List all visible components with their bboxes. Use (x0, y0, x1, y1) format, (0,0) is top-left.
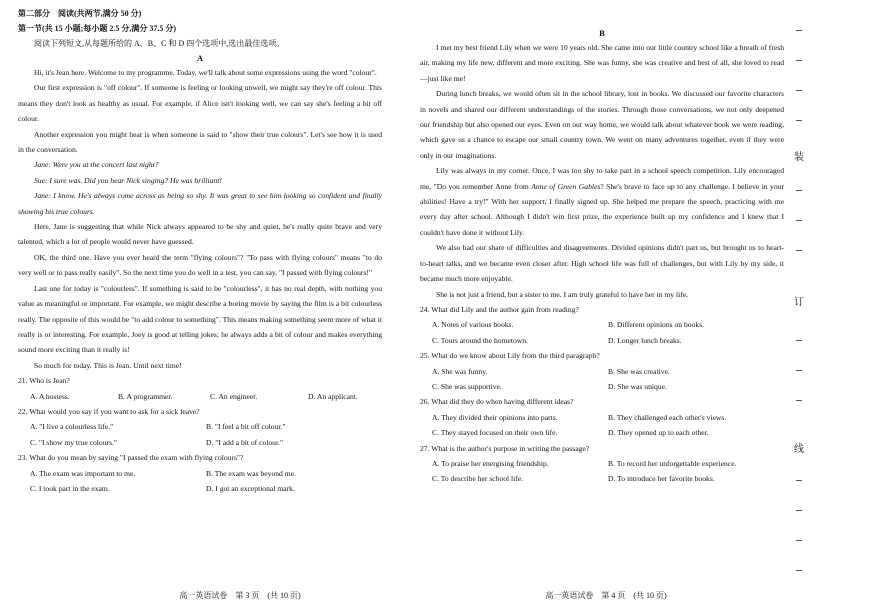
passage-a-title: A (196, 53, 204, 63)
passage-b-paragraph: I met my best friend Lily when we were 10 years old. She came into our little country school like a breath of fresh air, making my life new, different and more exciting. She was funny, she was creative and best of all, she loved to read—just like me! (420, 43, 784, 83)
option-a: A. Notes of various books. (432, 320, 514, 330)
option-d: D. I got an exceptional mark. (206, 483, 295, 493)
option-a: A. To praise her energising friendship. (432, 458, 549, 468)
binding-tick (796, 370, 802, 371)
passage-b-paragraph: She is not just a friend, but a sister to me. I am truly grateful to have her in my life. (436, 289, 689, 299)
question-26: 26. What did they do when having different ideas? (420, 397, 574, 407)
binding-margin (782, 0, 812, 603)
page-footer: 高一英语试卷 第 3 页 (共 10 页) (179, 591, 301, 600)
question-24: 24. What did Lily and the author gain from reading? (420, 304, 579, 314)
option-b: B. She was creative. (608, 366, 670, 376)
passage-a-paragraph: Our first expression is "off colour". If someone is feeling or looking unwell, we might say they're off colour. This means they don't look as healthy as usual. For example, if Alice isn't looking well, we can say she's feeling a bit off colour. (18, 83, 382, 124)
passage-a-paragraph: Another expression you might hear is when someone is said to "show their true colours". Let's see how it is used in the conversation. (18, 129, 382, 155)
question-25-options (420, 364, 784, 395)
binding-tick (796, 90, 802, 91)
question-22: 22. What would you say if you want to ask for a sick leave? (18, 406, 200, 416)
page-footer: 高一英语试卷 第 4 页 (共 10 页) (545, 591, 667, 600)
question-23: 23. What do you mean by saying "I passed the exam with flying colours"? (18, 453, 244, 463)
passage-b-paragraph: We also had our share of difficulties and disagreements. Divided opinions didn't part us, but brought us to heart-to-heart talks, and we became even closer after. High school life was full of challenges, but with Lily by my side, it became much more enjoyable. (420, 243, 784, 284)
dialogue-line: Jane: Were you at the concert last night? (34, 160, 159, 170)
option-c: C. To describe her school life. (432, 474, 524, 484)
right-column (420, 26, 784, 487)
question-27-options (420, 456, 784, 487)
binding-tick (796, 250, 802, 251)
option-a: A. They divided their opinions into parts. (432, 412, 558, 422)
dialogue-line: Jane: I know. He's always come across as being so shy. It was great to see him looking so confident and finally showing his true colours. (18, 191, 382, 216)
option-b: B. A programmer. (118, 391, 173, 401)
option-a: A. She was funny. (432, 366, 488, 376)
question-23-options (18, 466, 382, 497)
binding-tick (796, 400, 802, 401)
binding-tick (796, 340, 802, 341)
question-21-options (18, 389, 382, 404)
binding-label-zhuang: 装 (794, 152, 804, 163)
passage-b-paragraph (420, 163, 784, 240)
binding-tick (796, 510, 802, 511)
book-title: Anne of Green Gables (531, 181, 601, 191)
paragraph-text: Lily was always in my corner. Once, I was too shy to take part in a school speech competition. Lily encouraged me, "Do you remember Anne from (420, 166, 784, 191)
question-21: 21. Who is Jean? (18, 376, 70, 386)
passage-a-paragraph: OK, the third one. Have you ever heard the term "flying colours"? "To pass with flying colours" means "to do very well or to pass really easily". So the next time you do well in a test, you can say, "I passed with flying colours!" (18, 252, 382, 278)
option-d: D. To introduce her favorite books. (608, 474, 715, 484)
option-b: B. They challenged each other's views. (608, 412, 727, 422)
passage-b-title: B (599, 28, 605, 38)
question-26-options (420, 410, 784, 441)
option-c: C. Tours around the hometown. (432, 335, 528, 345)
instruction: 阅读下列短文,从每题所给的 A、B、C 和 D 四个选项中,选出最佳选项。 (34, 39, 285, 48)
binding-label-ding: 订 (794, 297, 804, 308)
binding-tick (796, 220, 802, 221)
binding-tick (796, 570, 802, 571)
option-c: C. "I show my true colours." (30, 437, 117, 447)
binding-tick (796, 120, 802, 121)
option-a: A. A hostess. (30, 391, 70, 401)
question-27: 27. What is the author's purpose in writing the passage? (420, 443, 590, 453)
question-24-options (420, 317, 784, 348)
paragraph-text: ? She's brave to face up to any challenge. I believe in your abilities! Have a try!" With her support, I finally signed up. She helped me prepare the speech, practicing with me every day after school. Although I didn't win first prize, the experience built up my confidence and I knew that I couldn't have done it without Lily. (420, 181, 784, 237)
option-d: D. An applicant. (308, 391, 358, 401)
passage-a-paragraph: So much for today. This is Jean. Until next time! (34, 360, 182, 370)
binding-tick (796, 60, 802, 61)
option-b: B. Different opinions on books. (608, 320, 705, 330)
option-d: D. She was unique. (608, 381, 667, 391)
left-column (18, 6, 382, 496)
option-a: A. The exam was important to me. (30, 468, 136, 478)
option-a: A. "I live a colourless life." (30, 422, 114, 432)
subsection-header: 第一节(共 15 小题;每小题 2.5 分,满分 37.5 分) (18, 24, 176, 33)
binding-tick (796, 540, 802, 541)
option-b: B. "I feel a bit off colour." (206, 422, 286, 432)
question-22-options (18, 419, 382, 450)
binding-tick (796, 190, 802, 191)
option-c: C. I took part in the exam. (30, 483, 110, 493)
section-header: 第二部分 阅读(共两节,满分 50 分) (18, 9, 142, 18)
passage-a-paragraph: Here, Jane is suggesting that while Nick always appeared to be shy and quiet, he's really quite brave and very talented, which a lot of people would never have guessed. (18, 222, 382, 247)
option-d: D. They opened up to each other. (608, 428, 709, 438)
passage-a-paragraph: Last one for today is "colourless". If something is said to be "colourless", it has no real depth, with nothing you value as meaningful or important. For example, we might describe a boring movie by saying the film is a bit colourless really. The opposite of this would be "to add colour to something". This means making something seem more of what it really is or interesting. For example, Joey is good at telling jokes; he always adds a bit of colour and makes everything sound more exciting than it really is! (18, 283, 382, 355)
option-d: D. "I add a bit of colour." (206, 437, 284, 447)
binding-label-xian: 线 (794, 444, 804, 455)
option-c: C. An engineer. (210, 391, 258, 401)
option-b: B. The exam was beyond me. (206, 468, 296, 478)
left-page (0, 0, 410, 603)
binding-tick (796, 30, 802, 31)
question-25: 25. What do we know about Lily from the third paragraph? (420, 351, 600, 361)
option-b: B. To record her unforgettable experience. (608, 458, 737, 468)
binding-tick (796, 480, 802, 481)
option-d: D. Longer lunch breaks. (608, 335, 682, 345)
passage-b-paragraph: During lunch breaks, we would often sit in the school library, lost in books. We discussed our favorite characters in novels and shared our different understandings of the stories. Through those conversations, we not only deepened our friendship but also opened our eyes. Even on our way home, we would talk about whatever book we were reading, which gave us a chance to escape our small country town. We went on many adventures together, even if they were only in our imaginations. (420, 89, 784, 160)
option-c: C. They stayed focused on their own life. (432, 428, 558, 438)
passage-a-paragraph: Hi, it's Jean here. Welcome to my programme. Today, we'll talk about some expressions using the word "colour". (34, 68, 377, 77)
option-c: C. She was supportive. (432, 381, 502, 391)
dialogue-line: Sue: I sure was. Did you hear Nick singing? He was brilliant! (34, 175, 222, 185)
